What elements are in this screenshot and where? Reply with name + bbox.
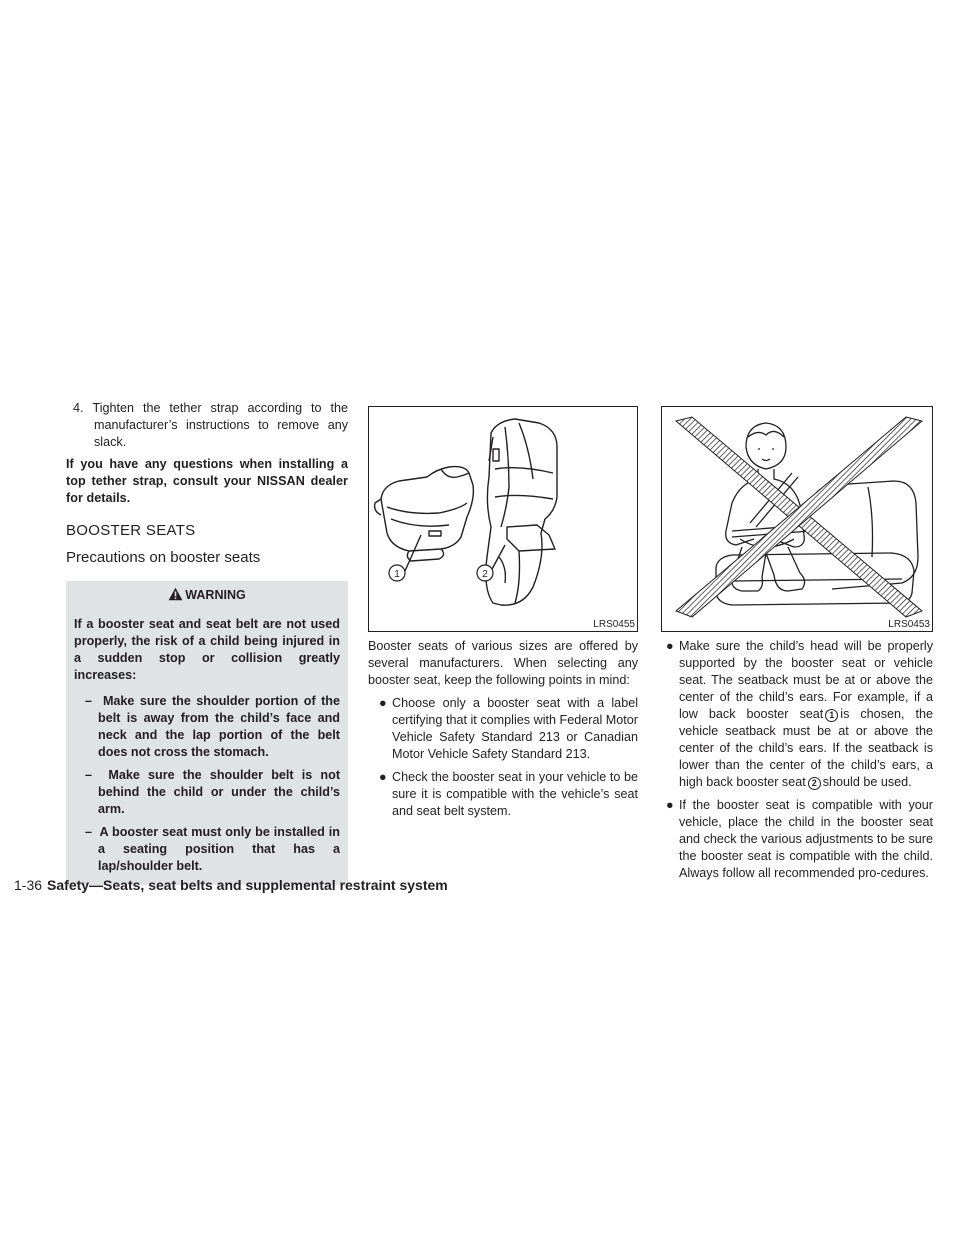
warning-title: WARNING — [185, 588, 246, 602]
warning-item-text: Make sure the shoulder belt is not behind the child or under the child’s arm. — [98, 768, 341, 816]
list-item — [374, 695, 638, 763]
list-item — [661, 797, 933, 882]
callout-2: 2 — [482, 569, 488, 580]
page-number: 1-36 — [14, 877, 43, 893]
step-4-number: 4. — [73, 401, 84, 415]
bullet-text: should be used. — [822, 775, 912, 789]
bullet-text: Choose only a booster seat with a label certifying that it complies with Federal Motor Vehicle Safety Standard 213 or Canadian Motor Vehicle Safety Standard 213. — [392, 696, 638, 761]
bullet-text: Make sure the child’s head will be properly supported by the booster seat or vehicle seat. The seatback must be at or above the center of the child’s ears. For example, if a low back booster seat — [679, 639, 933, 721]
dash-mark: – — [85, 825, 93, 839]
step-4 — [66, 400, 348, 451]
booster-intro: Booster seats of various sizes are offered by several manufacturers. When selecting any booster seat, keep the following points in mind: — [368, 639, 638, 687]
warning-header — [74, 587, 340, 604]
list-item — [374, 769, 638, 820]
step-4-text: Tighten the tether strap according to the manufacturer’s instructions to remove any slack. — [92, 401, 349, 449]
bullet-icon: ● — [666, 639, 674, 653]
bullet-text: If the booster seat is compatible with your vehicle, place the child in the booster seat and check the various adjustments to be sure the booster seat is compatible with the child. Always follow all recommended pro-cedures. — [679, 798, 933, 880]
booster-seats-figure — [368, 406, 638, 632]
section-title: BOOSTER SEATS — [66, 522, 196, 539]
warning-item — [74, 824, 340, 875]
figure-code: LRS0455 — [593, 619, 635, 630]
warning-item-text: Make sure the shoulder portion of the belt is away from the child’s face and neck and the lap portion of the belt does not cross the stomach. — [98, 694, 341, 759]
dash-mark: – — [85, 768, 93, 782]
callout-ref-1: 1 — [825, 709, 838, 722]
tether-note: If you have any questions when installing a top tether strap, consult your NISSAN dealer for details. — [66, 457, 348, 505]
callout-1: 1 — [394, 569, 400, 580]
warning-item — [74, 693, 340, 761]
warning-box — [66, 581, 348, 885]
bullet-icon: ● — [379, 770, 387, 784]
warning-text: If a booster seat and seat belt are not used properly, the risk of a child being injured in a sudden stop or collision greatly increases: — [74, 617, 340, 682]
bullet-text: Check the booster seat in your vehicle to be sure it is compatible with the vehicle’s seat and seat belt system. — [392, 770, 638, 818]
warning-item — [74, 767, 340, 818]
bullet-icon: ● — [666, 798, 674, 812]
warning-item-text: A booster seat must only be installed in a seating position that has a lap/shoulder belt. — [98, 825, 340, 873]
incorrect-belt-illustration — [662, 407, 932, 629]
incorrect-use-figure — [661, 406, 933, 632]
chapter-title: Safety—Seats, seat belts and supplemental restraint system — [47, 877, 448, 893]
list-item — [661, 638, 933, 791]
left-column — [66, 400, 348, 885]
booster-seats-illustration — [369, 407, 637, 629]
dash-mark: – — [85, 694, 93, 708]
page-footer — [14, 877, 448, 893]
callout-ref-2: 2 — [808, 777, 821, 790]
right-column — [661, 406, 933, 882]
warning-icon — [168, 588, 185, 602]
figure-code: LRS0453 — [888, 619, 930, 630]
bullet-icon: ● — [379, 696, 387, 710]
bullet-text: is chosen, the vehicle seatback must be at or above the center of the child’s ears. If the seatback is lower than the center of the child’s ears, a high back booster seat — [679, 707, 933, 789]
subsection-title: Precautions on booster seats — [66, 549, 261, 566]
middle-column — [368, 406, 638, 820]
